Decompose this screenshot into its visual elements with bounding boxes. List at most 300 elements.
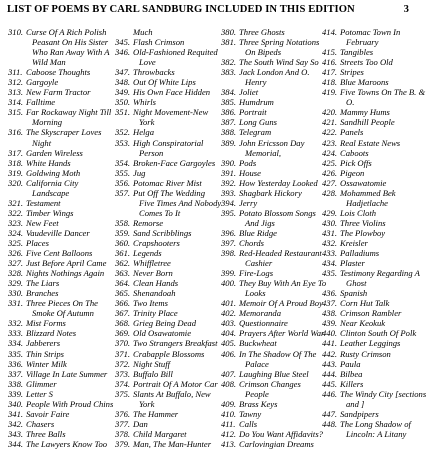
poem-number: 384.	[221, 87, 237, 98]
poem-title	[340, 168, 412, 178]
poem-entry	[115, 258, 221, 268]
poem-title-line: Leather Leggings	[340, 338, 401, 349]
poem-number: 408.	[221, 378, 237, 389]
poem-number: 325.	[8, 237, 24, 248]
poem-title	[26, 168, 115, 178]
poem-entry	[322, 67, 412, 77]
poem-title	[340, 379, 412, 389]
poem-title	[340, 107, 412, 117]
poem-title	[133, 77, 221, 87]
poem-number: 442.	[322, 348, 338, 359]
poem-title-line: Buckwheat	[239, 338, 277, 349]
poem-title-line: The Skyscraper Loves	[26, 127, 102, 138]
poem-title	[239, 238, 322, 248]
poem-title	[26, 318, 115, 328]
poem-number: 310.	[8, 27, 24, 37]
poem-entry	[322, 338, 412, 348]
poem-entry	[322, 158, 412, 168]
poem-title	[26, 77, 115, 87]
poem-number: 427.	[322, 177, 338, 188]
poem-title-line: The Long Shadow of	[340, 418, 411, 429]
poem-title	[239, 107, 322, 117]
poem-title	[26, 288, 115, 298]
poem-entry	[115, 349, 221, 359]
poem-title	[239, 328, 324, 338]
poem-title-line: People With Proud Chins	[26, 398, 114, 409]
poem-entry	[8, 87, 115, 97]
poem-entry	[221, 298, 322, 308]
poem-entry	[322, 208, 412, 218]
poem-title-line: Much	[133, 27, 153, 37]
poem-title-line: O.	[346, 97, 355, 108]
poem-entry	[322, 47, 412, 57]
poem-number: 347.	[115, 67, 131, 78]
poem-title	[133, 107, 221, 127]
poem-title-line: Branches	[26, 288, 59, 299]
poem-title-line: Potomac River Mist	[133, 177, 202, 188]
poem-number: 320.	[8, 177, 24, 188]
poem-entry	[8, 278, 115, 288]
poem-number: 439.	[322, 318, 338, 329]
poem-title-line: Brass Keys	[239, 398, 278, 409]
poem-entry	[221, 117, 322, 127]
poem-number: 329.	[8, 278, 24, 289]
poem-title	[26, 389, 115, 399]
poem-number: 429.	[322, 207, 338, 218]
poem-title-line: Tangibles	[340, 47, 374, 58]
poem-title	[340, 288, 412, 298]
poem-title-line: Portrait Of A Motor Car	[133, 378, 218, 389]
poem-title-line: Blue Maroons	[340, 77, 389, 88]
poem-entry	[221, 349, 322, 369]
poem-column	[322, 27, 426, 439]
poem-number: 434.	[322, 258, 338, 269]
poem-title-line: Blizzard Notes	[26, 328, 77, 339]
poem-number: 357.	[115, 187, 131, 198]
poem-title-line: Pick Offs	[340, 157, 372, 168]
poem-title-line: High Conspiratorial	[133, 137, 204, 148]
poem-title-line: Helga	[133, 127, 155, 138]
poem-number: 318.	[8, 157, 24, 168]
poem-number: 359.	[115, 227, 131, 238]
poem-title-line: Sandhill People	[340, 117, 395, 128]
poem-title	[133, 37, 221, 47]
poem-title-line: February	[346, 37, 379, 48]
poem-title-line: Man, The Man-Hunter	[133, 438, 212, 449]
poem-number: 328.	[8, 268, 24, 279]
poem-entry	[322, 379, 412, 389]
poem-number: 390.	[221, 157, 237, 168]
poem-title-line: Sand Scribblings	[133, 227, 192, 238]
poem-number: 380.	[221, 27, 237, 37]
poem-title-line: Panels	[340, 127, 364, 138]
poem-entry	[115, 37, 221, 47]
poem-title	[340, 77, 412, 87]
poem-number: 321.	[8, 197, 24, 208]
poem-title	[26, 27, 115, 67]
poem-title	[239, 87, 322, 97]
poem-number: 446.	[322, 388, 338, 399]
poem-title	[340, 138, 412, 148]
poem-title	[133, 389, 221, 409]
poem-number: 351.	[115, 107, 131, 118]
poem-number: 324.	[8, 227, 24, 238]
poem-title-line: Put Off The Wedding	[133, 187, 206, 198]
poem-number: 342.	[8, 418, 24, 429]
poem-number: 409.	[221, 398, 237, 409]
poem-title-line: York	[139, 398, 155, 409]
poem-title-line: Legends	[133, 248, 162, 259]
poem-entry	[8, 338, 115, 348]
poem-title	[26, 439, 115, 449]
poem-title	[26, 248, 115, 258]
poem-title-line: Out Of White Lips	[133, 77, 196, 88]
poem-title	[340, 369, 412, 379]
poem-entry	[221, 328, 325, 339]
poem-entry	[115, 238, 221, 248]
poem-title	[133, 228, 221, 238]
poem-number: 337.	[8, 368, 24, 379]
poem-title-line: Jack London And O.	[239, 67, 310, 78]
poem-title	[340, 328, 416, 338]
poem-entry	[322, 188, 412, 208]
poem-number: 445.	[322, 378, 338, 389]
poem-title-line: Jug	[133, 167, 146, 178]
poem-title	[133, 429, 221, 439]
poem-title-line: Three Ghosts	[239, 27, 285, 37]
poem-entry	[115, 178, 221, 188]
poem-title	[133, 138, 221, 158]
poem-entry	[115, 77, 221, 87]
poem-entry	[115, 419, 221, 429]
poem-number: 423.	[322, 137, 338, 148]
poem-number: 366.	[115, 298, 131, 309]
poem-number: 358.	[115, 217, 131, 228]
poem-entry	[115, 308, 221, 318]
poem-title-line: His Own Face Hidden	[133, 87, 211, 98]
poem-title-line: Hadjetlache	[346, 197, 388, 208]
poem-title	[340, 178, 412, 188]
poem-title	[26, 107, 115, 127]
poem-title	[239, 298, 323, 308]
poem-entry	[115, 359, 221, 369]
poem-number: 349.	[115, 87, 131, 98]
poem-title-line: Letter S	[26, 388, 53, 399]
poem-title	[26, 369, 115, 379]
poem-title	[239, 198, 322, 208]
poem-number: 374.	[115, 378, 131, 389]
poem-entry	[115, 298, 221, 308]
poem-entry	[322, 258, 412, 268]
poem-title	[340, 47, 412, 57]
poem-number: 395.	[221, 207, 237, 218]
poem-title-line: Old-Fashioned Requited	[133, 47, 218, 58]
poem-title-line: Stripes	[340, 67, 364, 78]
poem-title-line: Pods	[239, 157, 257, 168]
poem-title	[239, 27, 322, 37]
poem-title	[239, 349, 322, 369]
poem-entry	[221, 318, 322, 328]
poem-title	[26, 67, 115, 77]
poem-title	[26, 87, 115, 97]
poem-entry	[8, 218, 115, 228]
poem-title	[239, 338, 322, 348]
poem-entry	[221, 379, 322, 399]
poem-entry	[322, 178, 412, 188]
poem-title	[239, 178, 322, 188]
poem-entry	[221, 228, 322, 238]
poem-entry	[221, 278, 327, 299]
poem-number: 397.	[221, 237, 237, 248]
poem-title-line: Peasant On His Sister	[32, 37, 109, 48]
poem-title	[239, 429, 323, 439]
poem-entry	[8, 409, 115, 419]
poem-title-line: Humdrum	[239, 97, 274, 108]
poem-number: 378.	[115, 428, 131, 439]
poem-title-line: Dan	[133, 418, 148, 429]
poem-number: 410.	[221, 408, 237, 419]
poem-entry	[322, 27, 412, 47]
poem-entry	[322, 388, 426, 409]
poem-entry	[8, 127, 115, 147]
poem-entry	[115, 127, 221, 137]
poem-number: 403.	[221, 318, 237, 329]
poem-entry	[221, 439, 322, 449]
poem-entry	[221, 27, 322, 37]
poem-number: 353.	[115, 137, 131, 148]
poem-title-line: Trinity Place	[133, 308, 178, 319]
poem-title	[133, 298, 221, 308]
poem-number: 448.	[322, 418, 338, 429]
poem-title-line: Memorial,	[245, 147, 282, 158]
poem-title	[133, 379, 221, 389]
poem-number: 343.	[8, 428, 24, 439]
poem-entry	[115, 278, 221, 288]
poem-title-line: Henry	[245, 77, 267, 88]
poem-title-line: Telegram	[239, 127, 272, 138]
poem-title-line: Rusty Crimson	[340, 348, 391, 359]
poem-number: 323.	[8, 217, 24, 228]
poem-title	[340, 27, 412, 47]
poem-title	[133, 409, 221, 419]
poem-title-line: Night Movement-New	[133, 107, 209, 118]
poem-title	[340, 208, 412, 218]
poem-number: 363.	[115, 268, 131, 279]
poem-number: 398.	[221, 248, 237, 259]
poem-entry	[115, 328, 221, 338]
poem-number: 411.	[221, 418, 236, 429]
poem-title-line: Do You Want Affidavits?	[239, 428, 323, 439]
poem-title-line: The Windy City [sections	[340, 388, 426, 399]
poem-title-line: Three Violins	[340, 217, 386, 228]
poem-title-line: Questionnaire	[239, 318, 288, 329]
poem-title-line: Crimson Rambler	[340, 308, 402, 319]
poem-title-line: and ]	[346, 398, 365, 409]
poem-title-line: Person	[139, 147, 164, 158]
poem-title	[239, 268, 322, 278]
poem-title-line: Looks	[245, 288, 266, 299]
poem-title	[133, 419, 221, 429]
poem-entry	[221, 127, 322, 137]
poem-title-line: Curse Of A Rich Polish	[26, 27, 107, 37]
poem-number: 330.	[8, 288, 24, 299]
poem-entry	[115, 248, 221, 258]
poem-number: 331.	[8, 298, 24, 309]
poem-title-line: The Liars	[26, 278, 60, 289]
poem-number: 428.	[322, 187, 338, 198]
poem-number: 334.	[8, 338, 24, 349]
poem-title-line: Clinton South Of Polk	[340, 328, 417, 339]
poem-title	[239, 318, 322, 328]
poem-entry	[322, 318, 412, 328]
poem-entry	[8, 258, 115, 268]
poem-entry	[322, 359, 412, 369]
poem-title	[239, 97, 322, 107]
poem-number: 377.	[115, 418, 131, 429]
poem-number: 420.	[322, 107, 338, 118]
poem-number: 311.	[8, 67, 23, 78]
poem-title-line: Shagbark Hickory	[239, 187, 302, 198]
poem-title	[239, 67, 322, 87]
poem-title-line: Mammy Hums	[340, 107, 390, 118]
poem-title	[239, 57, 322, 67]
poem-entry	[115, 107, 221, 127]
poem-title	[239, 37, 322, 57]
poem-title-line: Child Margaret	[133, 428, 187, 439]
poem-title	[133, 268, 221, 278]
poem-number: 425.	[322, 157, 338, 168]
poem-entry	[221, 188, 322, 198]
poem-title	[340, 57, 412, 67]
poem-number: 370.	[115, 338, 131, 349]
poem-title-line: Whirls	[133, 97, 156, 108]
poem-title-line: Garden Wireless	[26, 147, 83, 158]
poem-title	[26, 258, 115, 268]
poem-title	[340, 308, 412, 318]
poem-title	[133, 87, 221, 97]
poem-title	[26, 278, 115, 288]
poem-entry	[221, 429, 322, 439]
poem-title	[340, 409, 412, 419]
poem-title-line: Mist Forms	[26, 318, 66, 329]
poem-title	[340, 158, 412, 168]
poem-title-line: Crapshooters	[133, 237, 180, 248]
poem-title-line: The Plowboy	[340, 227, 386, 238]
poem-title-line: Clean Hands	[133, 278, 179, 289]
poem-title-line: Shenandoah	[133, 288, 176, 299]
poem-number: 416.	[322, 57, 338, 68]
poem-title-line: They Buy With An Eye To	[239, 278, 327, 289]
poem-entry	[8, 328, 115, 338]
poem-title-line: Palace	[245, 358, 269, 369]
poem-entry	[221, 248, 322, 268]
poem-number: 313.	[8, 87, 24, 98]
poem-number: 327.	[8, 258, 24, 269]
poem-entry	[221, 97, 322, 107]
poem-title-line: Potato Blossom Songs	[239, 207, 316, 218]
poem-title-line: Carlovingian Dreams	[239, 438, 314, 449]
poem-title	[239, 138, 322, 158]
poem-title	[133, 318, 221, 328]
poem-number: 386.	[221, 107, 237, 118]
poem-title-line: Whiffletree	[133, 258, 171, 269]
poem-entry	[8, 298, 115, 318]
poem-entry	[115, 318, 221, 328]
poem-number: 364.	[115, 278, 131, 289]
poem-number: 414.	[322, 27, 338, 37]
poem-title	[26, 148, 115, 158]
poem-entry	[322, 127, 412, 137]
poem-entry	[115, 369, 221, 379]
poem-title	[133, 328, 221, 338]
poem-title-line: Jabberers	[26, 338, 61, 349]
poem-title-line: Gargoyle	[26, 77, 59, 88]
poem-entry	[8, 77, 115, 87]
poem-entry	[115, 27, 221, 37]
poem-title-line: Corn Hut Talk	[340, 298, 390, 309]
poem-entry	[115, 409, 221, 419]
poem-number: 361.	[115, 248, 131, 259]
poem-number: 352.	[115, 127, 131, 138]
poem-title	[340, 87, 425, 107]
poem-title	[133, 47, 221, 67]
poem-number: 367.	[115, 308, 131, 319]
poem-title-line: The Lawyers Know Too	[26, 438, 108, 449]
poem-entry	[221, 338, 322, 348]
poem-number: 354.	[115, 157, 131, 168]
poem-number: 444.	[322, 368, 338, 379]
poem-title-line: Village In Late Summer	[26, 368, 108, 379]
poem-title-line: Chasers	[26, 418, 55, 429]
poem-title	[239, 168, 322, 178]
poem-entry	[8, 67, 115, 77]
poem-title-line: Tawny	[239, 408, 262, 419]
poem-title	[340, 389, 426, 409]
poem-number: 399.	[221, 268, 237, 279]
poem-title-line: Red-Headed Restaurant	[239, 248, 322, 259]
poem-entry	[8, 168, 115, 178]
poem-title	[340, 238, 412, 248]
poem-title-line: Five Towns On The B. &	[340, 87, 426, 98]
poem-title	[340, 338, 412, 348]
poem-title-line: Lincoln: A Litany	[346, 428, 407, 439]
poem-entry	[221, 168, 322, 178]
poem-title-line: Caboots	[340, 147, 369, 158]
poem-title-line: Just Before April Came	[26, 258, 107, 269]
poem-entry	[221, 87, 322, 97]
poem-title	[340, 268, 420, 288]
poem-title	[340, 258, 412, 268]
poem-title-line: How Yesterday Looked	[239, 177, 318, 188]
poem-title-line: Goldwing Moth	[26, 167, 81, 178]
poem-number: 369.	[115, 328, 131, 339]
poem-title-line: Glimmer	[26, 378, 57, 389]
poem-title-line: Two Items	[133, 298, 168, 309]
poem-title-line: Never Born	[133, 268, 173, 279]
poem-entry	[8, 419, 115, 429]
poem-title	[133, 127, 221, 137]
poem-number: 376.	[115, 408, 131, 419]
poem-title-line: Falltime	[26, 97, 56, 108]
poem-entry	[115, 439, 221, 449]
poem-entry	[8, 288, 115, 298]
poem-title-line: Crimson Changes	[239, 378, 301, 389]
poem-title	[239, 369, 322, 379]
poem-title	[133, 369, 221, 379]
poem-title-line: Vaudeville Dancer	[26, 227, 90, 238]
poem-title	[340, 318, 412, 328]
poem-title	[26, 97, 115, 107]
